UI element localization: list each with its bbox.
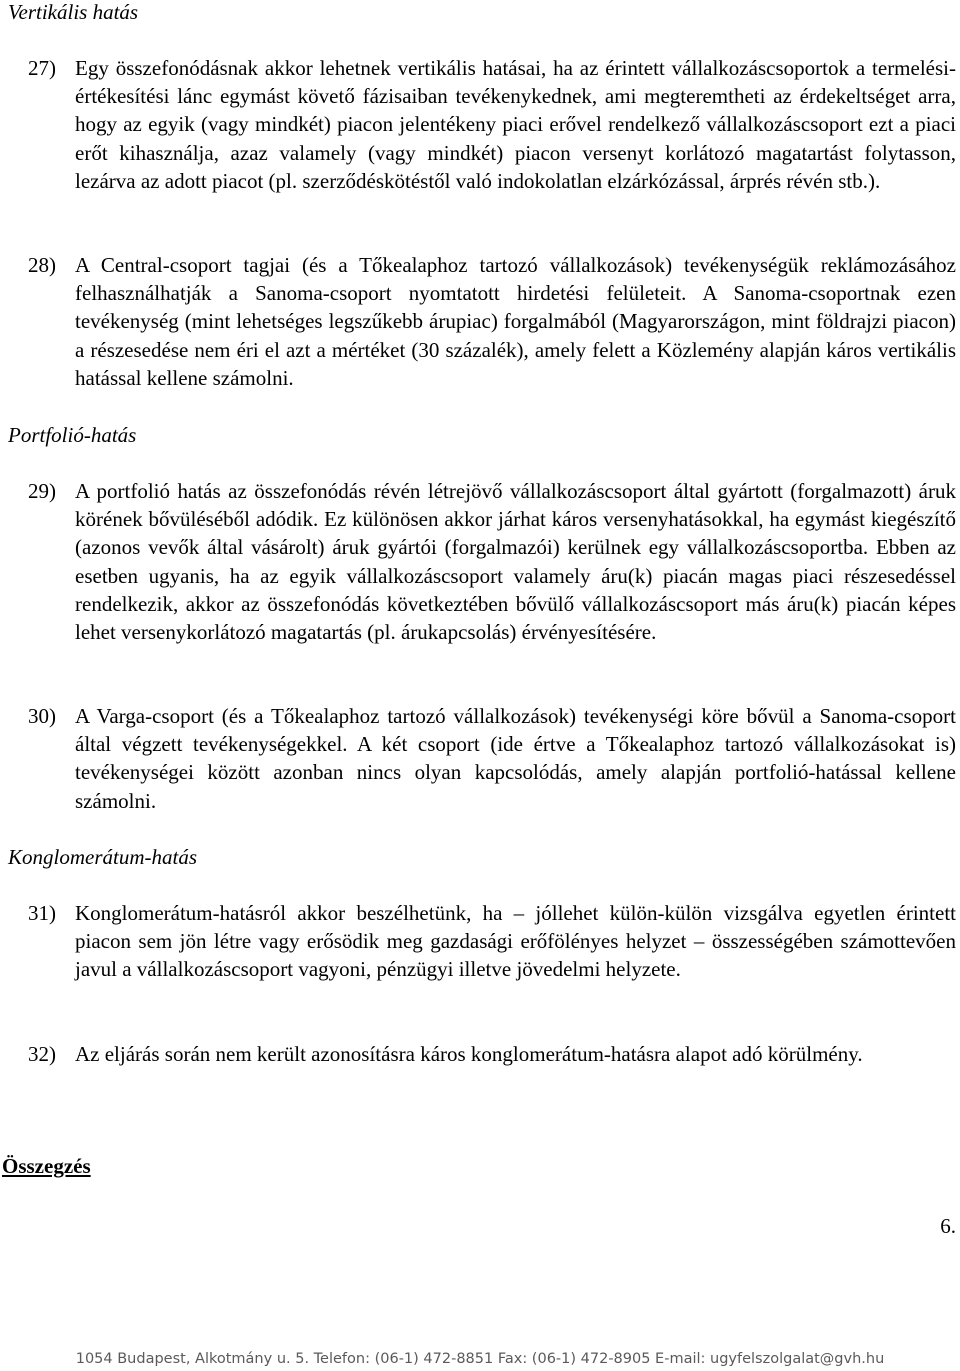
paragraph-27 xyxy=(28,54,956,195)
paragraph-30 xyxy=(28,702,956,815)
section-heading-vertical: Vertikális hatás xyxy=(8,0,139,24)
paragraph-text: Egy összefonódásnak akkor lehetnek vertikális hatásai, ha az érintett vállalkozáscsoportok a termelési-értékesítési lánc egymást követő fázisaiban tevékenykednek, ami megteremtheti az érdekeltséget arra, hogy az egyik (vagy mindkét) piacon jelentékeny piaci erővel rendelkező vállalkozáscsoport ezt a piaci erőt kihasználja, azaz valamely (vagy mindkét) piacon versenyt korlátozó magatartást folytasson, lezárva az adott piacot (pl. szerződéskötéstől való indokolatlan elzárkózással, árprés révén stb.). xyxy=(75,56,956,193)
paragraph-text: Konglomerátum-hatásról akkor beszélhetünk, ha – jóllehet külön-külön vizsgálva egyetlen érintett piacon sem jön létre vagy erősödik meg gazdasági erőfölényes helyzet – összességében számottevően javul a vállalkozáscsoport vagyoni, pénzügyi illetve jövedelmi helyzete. xyxy=(75,901,956,982)
paragraph-text: A portfolió hatás az összefonódás révén létrejövő vállalkozáscsoport által gyártott (forgalmazott) áruk körének bővüléséből adódik. Ez különösen akkor járhat káros versenyhatásokkal, ha egymást kiegészítő (azonos vevők által vásárolt) áruk gyártói (forgalmazói) kerülnek egy vállalkozáscsoportba. Ebben az esetben ugyanis, ha az egyik vállalkozáscsoport valamely áru(k) piacán magas piaci részesedéssel rendelkezik, akkor az összefonódás következtében bővülő vállalkozáscsoport más áru(k) piacán képes lehet versenykorlátozó magatartás (pl. árukapcsolás) érvényesítésére. xyxy=(75,479,956,645)
paragraph-number: 28) xyxy=(28,253,56,277)
paragraph-text: Az eljárás során nem került azonosításra káros konglomerátum-hatásra alapot adó körülmény. xyxy=(75,1042,863,1066)
section-heading-portfolio: Portfolió-hatás xyxy=(8,423,137,447)
paragraph-number: 32) xyxy=(28,1042,56,1066)
paragraph-31 xyxy=(28,899,956,984)
section-heading-summary: Összegzés xyxy=(2,1154,91,1178)
paragraph-number: 31) xyxy=(28,901,56,925)
section-heading-conglomerate: Konglomerátum-hatás xyxy=(8,845,197,869)
paragraph-28 xyxy=(28,251,956,392)
paragraph-text: A Central-csoport tagjai (és a Tőkealaphoz tartozó vállalkozások) tevékenységük reklámozásához felhasználhatják a Sanoma-csoport nyomtatott hirdetési felületeit. A Sanoma-csoportnak ezen tevékenység (mint lehetséges legszűkebb árupiac) forgalmából (Magyarországon, mint földrajzi piacon) a részesedése nem éri el azt a mértéket (30 százalék), amely felett a Közlemény alapján káros vertikális hatással kellene számolni. xyxy=(75,253,956,390)
paragraph-number: 29) xyxy=(28,479,56,503)
paragraph-number: 27) xyxy=(28,56,56,80)
footer-contact: 1054 Budapest, Alkotmány u. 5. Telefon: (06-1) 472-8851 Fax: (06-1) 472-8905 E-mail: ugyfelszolgalat@gvh.hu xyxy=(75,1351,885,1367)
paragraph-text: A Varga-csoport (és a Tőkealaphoz tartozó vállalkozások) tevékenységi köre bővül a Sanoma-csoport által végzett tevékenységekkel. A két csoport (ide értve a Tőkealaphoz tartozó vállalkozásokat is) tevékenységei között azonban nincs olyan kapcsolódás, amely alapján portfolió-hatással kellene számolni. xyxy=(75,704,956,813)
paragraph-number: 30) xyxy=(28,704,56,728)
paragraph-32 xyxy=(28,1040,956,1068)
page-number: 6. xyxy=(940,1214,956,1238)
paragraph-29 xyxy=(28,477,956,646)
